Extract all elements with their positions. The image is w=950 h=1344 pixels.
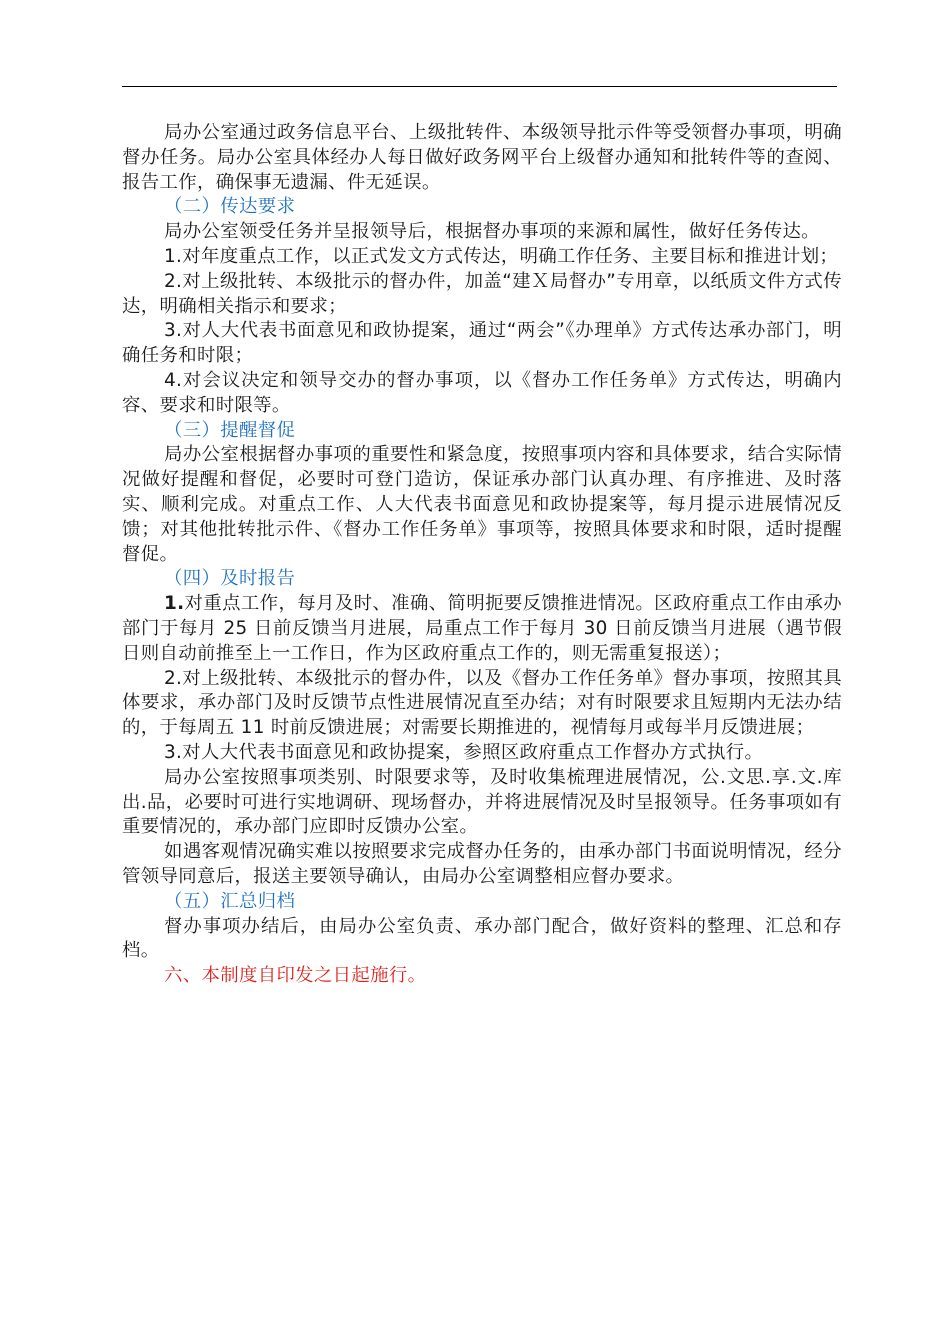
paragraph-report-item-2: 2.对上级批转、本级批示的督办件，以及《督办工作任务单》督办事项，按照其具体要求，承办部门及时反馈节点性进展情况直至办结；对有时限要求且短期内无法办结的，于每周五 11 时前反馈进展；对需要长期推进的，视情每月或每半月反馈进展； — [122, 667, 842, 739]
paragraph-transmit-item-4: 4.对会议决定和领导交办的督办事项，以《督办工作任务单》方式传达，明确内容、要求和时限等。 — [122, 369, 842, 416]
report-item-1-text: 对重点工作，每月及时、准确、简明扼要反馈推进情况。区政府重点工作由承办部门于每月 25 日前反馈当月进展，局重点工作于每月 30 日前反馈当月进展（遇节假日则自动前推至上一工作日，作为区政府重点工作的，则无需重复报送）； — [122, 593, 842, 664]
header-rule — [122, 86, 837, 87]
paragraph-transmit-intro: 局办公室领受任务并呈报领导后，根据督办事项的来源和属性，做好任务传达。 — [164, 221, 820, 243]
paragraph-transmit-item-2: 2.对上级批转、本级批示的督办件，加盖“建Ｘ局督办”专用章，以纸质文件方式传达，明确相关指示和要求； — [122, 270, 842, 317]
paragraph-report-item-1 — [122, 592, 842, 666]
heading-timely-report: （四）及时报告 — [164, 568, 296, 590]
paragraph-archive: 督办事项办结后，由局办公室负责、承办部门配合，做好资料的整理、汇总和存档。 — [122, 915, 842, 962]
paragraph-transmit-item-1: 1.对年度重点工作，以正式发文方式传达，明确工作任务、主要目标和推进计划； — [164, 245, 839, 267]
document-body — [122, 121, 842, 989]
report-item-1-number: 1. — [164, 593, 185, 615]
paragraph-reminder: 局办公室根据督办事项的重要性和紧急度，按照事项内容和具体要求，结合实际情况做好提醒和督促，必要时可登门造访，保证承办部门认真办理、有序推进、及时落实、顺利完成。对重点工作、人大代表书面意见和政协提案等，每月提示进展情况反馈；对其他批转批示件、《督办工作任务单》事项等，按照具体要求和时限，适时提醒督促。 — [122, 444, 842, 565]
paragraph-objective-difficulty: 如遇客观情况确实难以按照要求完成督办任务的，由承办部门书面说明情况，经分管领导同意后，报送主要领导确认，由局办公室调整相应督办要求。 — [122, 841, 842, 887]
paragraph-report-item-3: 3.对人大代表书面意见和政协提案，参照区政府重点工作督办方式执行。 — [164, 741, 764, 763]
paragraph-progress-collection: 局办公室按照事项类别、时限要求等，及时收集梳理进展情况，公.文思.享.文.库出.品，必要时可进行实地调研、现场督办，并将进展情况及时呈报领导。任务事项如有重要情况的，承办部门应即时反馈办公室。 — [122, 766, 842, 838]
heading-transmit-requirements: （二）传达要求 — [164, 196, 296, 218]
paragraph-effective-date: 六、本制度自印发之日起施行。 — [164, 965, 427, 987]
heading-summary-archive: （五）汇总归档 — [164, 890, 296, 912]
paragraph-transmit-item-3: 3.对人大代表书面意见和政协提案，通过“两会”《办理单》方式传达承办部门，明确任务和时限； — [122, 320, 842, 367]
paragraph-receive-tasks: 局办公室通过政务信息平台、上级批转件、本级领导批示件等受领督办事项，明确督办任务。局办公室具体经办人每日做好政务网平台上级督办通知和批转件等的查阅、报告工作，确保事无遗漏、件无延误。 — [122, 122, 842, 193]
heading-reminder-supervision: （三）提醒督促 — [164, 419, 296, 441]
